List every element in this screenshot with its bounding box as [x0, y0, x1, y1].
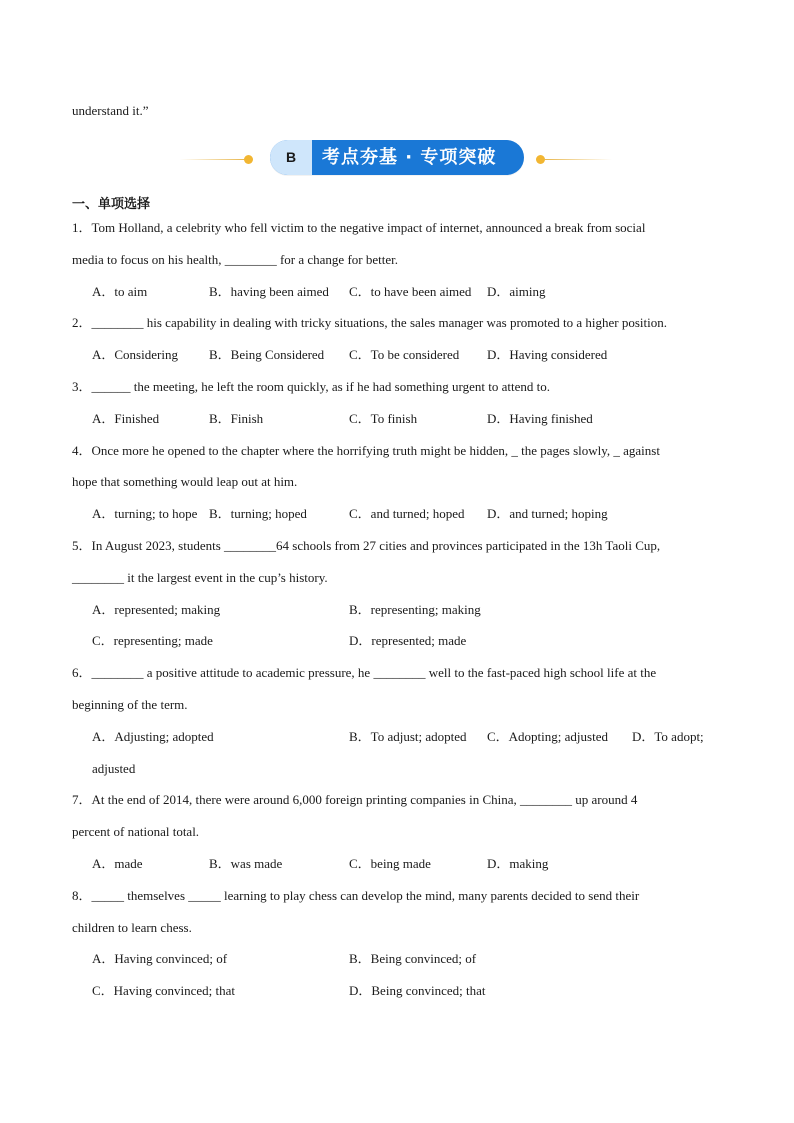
question-8-option-d[interactable]: D．Being convinced; that [349, 983, 486, 998]
question-7-option-c[interactable]: C．being made [349, 856, 431, 871]
question-4-line-1: 4．Once more he opened to the chapter where the horrifying truth might be hidden, _ the pages slowly, _ against [72, 443, 660, 458]
continuation-text: understand it.” [72, 103, 149, 118]
banner-right-rule [544, 159, 612, 160]
question-5-option-c[interactable]: C．representing; made [92, 633, 213, 648]
question-7-option-b[interactable]: B．was made [209, 856, 283, 871]
section-banner [270, 140, 524, 175]
question-4-option-b[interactable]: B．turning; hoped [209, 506, 307, 521]
question-5-line-2: ________ it the largest event in the cup’s history. [72, 570, 328, 585]
question-8-line-2: children to learn chess. [72, 920, 192, 935]
banner-title: 考点夯基 · 专项突破 [322, 147, 497, 168]
question-4-option-c[interactable]: C．and turned; hoped [349, 506, 465, 521]
question-4-line-2: hope that something would leap out at him. [72, 474, 298, 489]
question-8-option-c[interactable]: C．Having convinced; that [92, 983, 235, 998]
question-6-option-a[interactable]: A．Adjusting; adopted [92, 729, 214, 744]
question-5-option-a[interactable]: A．represented; making [92, 602, 221, 617]
question-7-line-1: 7．At the end of 2014, there were around 6,000 foreign printing companies in China, ________ up around 4 [72, 792, 638, 807]
question-1-option-d[interactable]: D．aiming [487, 284, 546, 299]
question-2-option-a[interactable]: A．Considering [92, 347, 178, 362]
question-3-option-c[interactable]: C．To finish [349, 411, 418, 426]
question-6-option-d[interactable]: D．To adopt; [632, 729, 704, 744]
question-1-option-a[interactable]: A．to aim [92, 284, 148, 299]
question-6-option-d-continued: adjusted [92, 761, 136, 776]
banner-letter: B [270, 140, 312, 175]
question-3-option-b[interactable]: B．Finish [209, 411, 264, 426]
question-6-option-c[interactable]: C．Adopting; adjusted [487, 729, 608, 744]
question-5-line-1: 5．In August 2023, students ________64 schools from 27 cities and provinces participated in the 13h Taoli Cup, [72, 538, 661, 553]
question-2-line-1: 2．________ his capability in dealing with tricky situations, the sales manager was promoted to a higher position. [72, 315, 668, 330]
question-8-option-a[interactable]: A．Having convinced; of [92, 951, 228, 966]
question-4-option-a[interactable]: A．turning; to hope [92, 506, 198, 521]
question-8-option-b[interactable]: B．Being convinced; of [349, 951, 477, 966]
banner-left-rule [180, 159, 246, 160]
question-6-option-b[interactable]: B．To adjust; adopted [349, 729, 467, 744]
question-3-option-a[interactable]: A．Finished [92, 411, 160, 426]
question-6-line-2: beginning of the term. [72, 697, 188, 712]
question-7-line-2: percent of national total. [72, 824, 200, 839]
question-5-option-b[interactable]: B．representing; making [349, 602, 481, 617]
question-3-line-1: 3．______ the meeting, he left the room quickly, as if he had something urgent to attend to. [72, 379, 551, 394]
question-7-option-a[interactable]: A．made [92, 856, 143, 871]
question-4-option-d[interactable]: D．and turned; hoping [487, 506, 608, 521]
question-3-option-d[interactable]: D．Having finished [487, 411, 593, 426]
question-1-line-2: media to focus on his health, ________ for a change for better. [72, 252, 398, 267]
question-1-option-b[interactable]: B．having been aimed [209, 284, 329, 299]
question-7-option-d[interactable]: D．making [487, 856, 549, 871]
banner-left-dot [244, 155, 253, 164]
question-2-option-d[interactable]: D．Having considered [487, 347, 608, 362]
question-2-option-b[interactable]: B．Being Considered [209, 347, 325, 362]
question-1-option-c[interactable]: C．to have been aimed [349, 284, 472, 299]
section-title: 一、单项选择 [72, 197, 151, 212]
question-8-line-1: 8．_____ themselves _____ learning to play chess can develop the mind, many parents decided to send their [72, 888, 640, 903]
question-1-line-1: 1．Tom Holland, a celebrity who fell victim to the negative impact of internet, announced a break from social [72, 220, 646, 235]
question-5-option-d[interactable]: D．represented; made [349, 633, 467, 648]
question-6-line-1: 6．________ a positive attitude to academic pressure, he ________ well to the fast-paced high school life at the [72, 665, 657, 680]
question-2-option-c[interactable]: C．To be considered [349, 347, 460, 362]
